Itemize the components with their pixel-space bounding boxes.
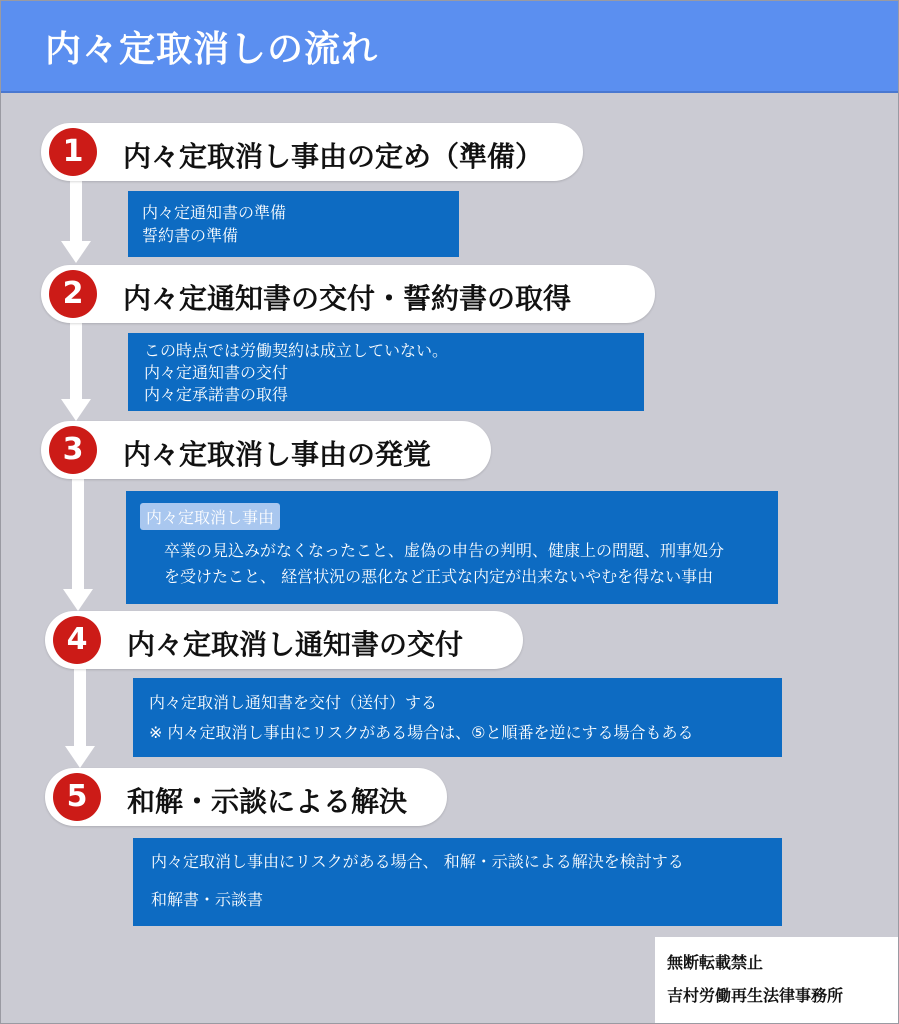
step-4-header [45,611,523,669]
step-1-detail-line: 誓約書の準備 [142,226,239,245]
step-4-detail-line: ※ 内々定取消し事由にリスクがある場合は、⑤と順番を逆にする場合もある [149,723,694,742]
arrow-down-icon [65,668,95,768]
step-3-title: 内々定取消し事由の発覚 [123,438,432,471]
step-5-title: 和解・示談による解決 [127,785,408,818]
step-2-detail-line: 内々定通知書の交付 [144,363,289,382]
step-3-detail-line: を受けたこと、 経営状況の悪化など正式な内定が出来ないやむを得ない事由 [164,567,714,586]
step-5-detail-box [133,838,782,926]
firm-name: 吉村労働再生法律事務所 [667,986,844,1005]
step-3-number-badge: 3 [49,426,97,474]
step-3-detail-box [126,491,778,604]
step-5-detail-line: 和解書・示談書 [151,890,264,909]
page-title: 内々定取消しの流れ [45,29,379,70]
step-2-header [41,265,655,323]
arrow-down-icon [61,181,91,263]
step-4-number-badge: 4 [53,616,101,664]
step-2-detail-line: この時点では労働契約は成立していない。 [144,341,449,360]
header-bar [1,1,899,93]
arrow-down-icon [61,321,91,421]
step-1-header [41,123,583,181]
step-3-header [41,421,491,479]
step-2-number-badge: 2 [49,270,97,318]
step-5-header [45,768,447,826]
step-1-title: 内々定取消し事由の定め（準備） [123,140,544,173]
step-4-title: 内々定取消し通知書の交付 [127,628,464,661]
step-4-detail-line: 内々定取消し通知書を交付（送付）する [149,693,438,712]
copyright-notice [655,937,898,1023]
step-3-tag-label: 内々定取消し事由 [140,503,280,530]
step-2-detail-line: 内々定承諾書の取得 [144,385,289,404]
step-2-title: 内々定通知書の交付・誓約書の取得 [123,282,572,315]
copyright-text: 無断転載禁止 [667,953,764,972]
step-4-detail-box [133,678,782,757]
step-5-detail-line: 内々定取消し事由にリスクがある場合、 和解・示談による解決を検討する [151,852,684,871]
step-1-detail-box [128,191,459,257]
step-3-detail-line: 卒業の見込みがなくなったこと、虚偽の申告の判明、健康上の問題、刑事処分 [164,541,725,560]
step-1-detail-line: 内々定通知書の準備 [142,203,287,222]
step-5-number-badge: 5 [53,773,101,821]
step-2-detail-box [128,333,644,411]
step-1-number-badge: 1 [49,128,97,176]
arrow-down-icon [63,477,93,611]
